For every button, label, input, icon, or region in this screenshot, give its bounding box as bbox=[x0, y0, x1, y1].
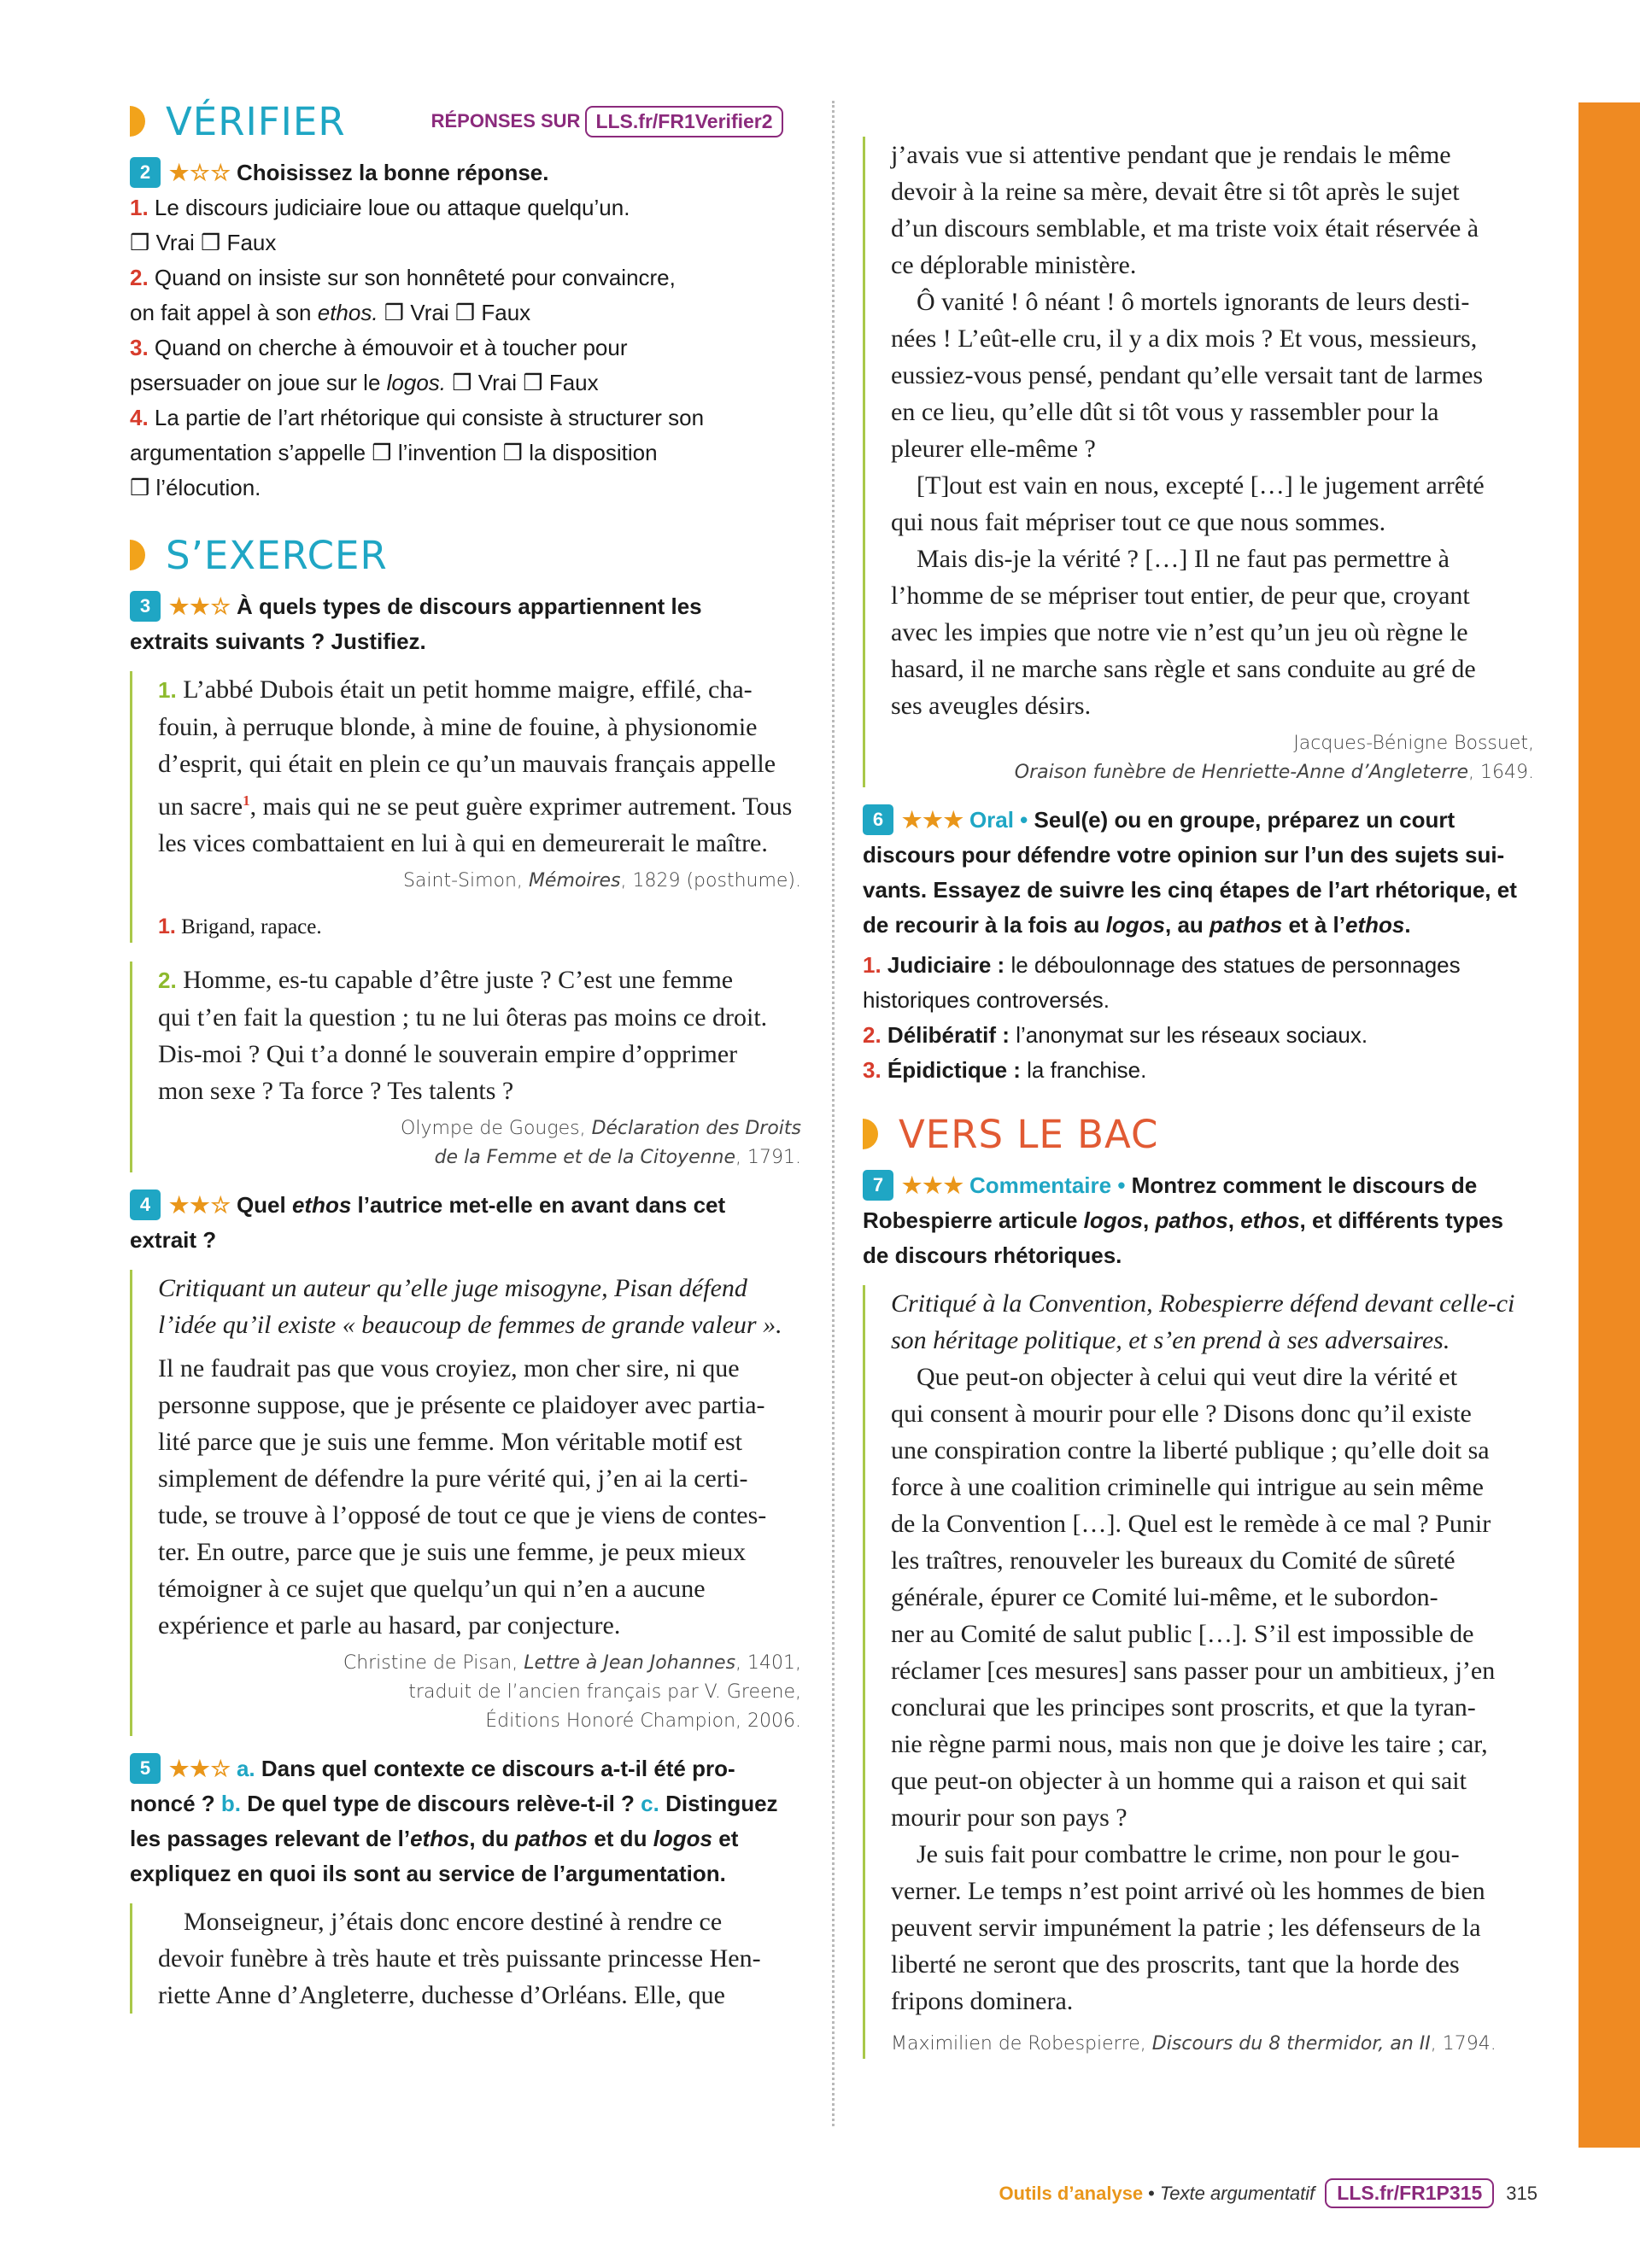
question-3 bbox=[130, 330, 801, 365]
subject-3 bbox=[863, 1053, 1534, 1088]
exercer-title: S’EXERCER bbox=[166, 532, 388, 578]
exercise-emphasis: logos bbox=[653, 1826, 713, 1851]
exercise-number-badge: 3 bbox=[130, 591, 161, 622]
page-number: 315 bbox=[1506, 2182, 1538, 2204]
section-marker-icon bbox=[863, 1119, 878, 1149]
difficulty-stars-icon: ★★★ bbox=[902, 807, 964, 833]
exercise-instruction: noncé ? bbox=[130, 1791, 215, 1816]
extract-line: avec les impies que notre vie n’est qu’un jeu où règne le bbox=[891, 618, 1468, 646]
extract-line bbox=[158, 825, 801, 862]
exercise-5-header bbox=[130, 1751, 801, 1891]
extract-line: devoir funèbre à très haute et très puissante princesse Hen- bbox=[158, 1944, 761, 1973]
source-author: Christine de Pisan, bbox=[343, 1652, 518, 1674]
exercise-2 bbox=[130, 155, 801, 506]
subject-2 bbox=[863, 1018, 1534, 1053]
difficulty-stars-icon: ★★★ bbox=[902, 1172, 964, 1198]
extract-source bbox=[158, 867, 801, 896]
extract-line: liberté ne seront que des proscrits, tant que la horde des bbox=[891, 1950, 1460, 1979]
exercise-emphasis: ethos bbox=[410, 1826, 470, 1851]
question-text: Le discours judiciaire loue ou attaque quelqu’un. bbox=[154, 195, 630, 220]
section-marker-icon bbox=[130, 540, 145, 570]
extract-line: hasard, il ne marche sans règle et sans conduite au gré de bbox=[891, 655, 1476, 683]
source-date: , 1401, bbox=[735, 1652, 801, 1674]
extract-line: une conspiration contre la liberté publique ; qu’elle doit sa bbox=[891, 1436, 1490, 1464]
extract-intro: son héritage politique, et s’en prend à ses adversaires. bbox=[891, 1326, 1450, 1354]
question-text: Quand on insiste sur son honnêteté pour convaincre, bbox=[154, 265, 676, 290]
exercise-instruction: Montrez comment le discours de bbox=[1131, 1172, 1478, 1198]
question-text: on fait appel à son bbox=[130, 300, 312, 325]
exercise-instruction: , du bbox=[469, 1826, 509, 1851]
exercise-instruction: expliquez en quoi ils sont au service de l’argumentation. bbox=[130, 1861, 726, 1886]
source-author: Maximilien de Robespierre, bbox=[891, 2033, 1146, 2055]
extract-line: verner. Le temps n’est point arrivé où les hommes de bien bbox=[891, 1877, 1485, 1905]
exercise-number-badge: 5 bbox=[130, 1753, 161, 1784]
left-column bbox=[130, 96, 801, 2014]
source-title: Lettre à Jean Johannes bbox=[524, 1652, 736, 1674]
extract-text: mon sexe ? Ta force ? Tes talents ? bbox=[158, 1077, 514, 1105]
extract-line: Je suis fait pour combattre le crime, non pour le gou- bbox=[917, 1840, 1460, 1868]
footnote-number: 1. bbox=[158, 915, 176, 938]
question-emphasis: logos. bbox=[386, 370, 447, 395]
extract-olympe-de-gouges bbox=[130, 962, 801, 1172]
exercise-emphasis: ethos bbox=[1240, 1207, 1300, 1233]
exercise-number-badge: 4 bbox=[130, 1190, 161, 1220]
exercise-instruction: Seul(e) ou en groupe, préparez un court bbox=[1034, 807, 1456, 833]
exercise-5 bbox=[130, 1751, 801, 2014]
exercise-number-badge: 6 bbox=[863, 804, 893, 835]
question-2-line2 bbox=[130, 295, 801, 330]
footer-separator: • bbox=[1148, 2182, 1155, 2204]
extract-line: mourir pour son pays ? bbox=[891, 1803, 1128, 1832]
question-4-line3[interactable] bbox=[130, 471, 801, 506]
exercise-instruction: extrait ? bbox=[130, 1227, 217, 1253]
extract-line bbox=[158, 1036, 801, 1073]
difficulty-stars-icon: ★★☆ bbox=[169, 593, 231, 619]
exercise-instruction: les passages relevant de l’ bbox=[130, 1826, 411, 1851]
source-author: Jacques-Bénigne Bossuet, bbox=[1293, 733, 1534, 754]
question-1 bbox=[130, 190, 801, 225]
exercise-instruction: . bbox=[1404, 912, 1411, 938]
question-3-line2 bbox=[130, 365, 801, 400]
section-marker-icon bbox=[130, 106, 145, 137]
question-text: psersuader on joue sur le bbox=[130, 370, 381, 395]
question-text: Quand on cherche à émouvoir et à toucher pour bbox=[154, 335, 628, 360]
exercise-7-header bbox=[863, 1168, 1534, 1273]
question-text: La partie de l’art rhétorique qui consiste à structurer son bbox=[154, 405, 705, 430]
extract-line: générale, épurer ce Comité lui-même, et le subordon- bbox=[891, 1583, 1438, 1611]
question-number: 2. bbox=[130, 265, 149, 290]
checkbox-options[interactable]: argumentation s’appelle ❒ l’invention ❒ la disposition bbox=[130, 440, 658, 465]
exercise-instruction: de recourir à la fois au bbox=[863, 912, 1100, 938]
extract-line: ce déplorable ministère. bbox=[891, 251, 1137, 279]
question-number: 3. bbox=[130, 335, 149, 360]
exercise-emphasis: ethos bbox=[291, 1192, 352, 1218]
difficulty-stars-icon: ★☆☆ bbox=[169, 160, 231, 185]
source-author: Saint-Simon, bbox=[402, 870, 523, 891]
question-1-options[interactable] bbox=[130, 225, 801, 260]
checkbox-options[interactable]: ❒ Vrai ❒ Faux bbox=[452, 370, 599, 395]
answers-reference bbox=[431, 106, 783, 137]
source-title: Déclaration des Droits bbox=[591, 1118, 801, 1139]
extract-line: que peut-on objecter à un homme qui a raison et qui sait bbox=[891, 1767, 1467, 1795]
exercise-type-label: Commentaire • bbox=[969, 1172, 1126, 1198]
exercise-instruction: vants. Essayez de suivre les cinq étapes de l’art rhétorique, et bbox=[863, 877, 1517, 903]
extract-line: nées ! L’eût-elle cru, il y a dix mois ? Et vous, messieurs, bbox=[891, 324, 1478, 353]
subject-text: la franchise. bbox=[1027, 1057, 1147, 1083]
extract-line bbox=[158, 782, 801, 825]
extract-line: ter. En outre, parce que je suis une femme, je peux mieux bbox=[158, 1538, 747, 1566]
subject-1 bbox=[863, 948, 1534, 1018]
verifier-title: VÉRIFIER bbox=[166, 98, 346, 144]
subject-text: l’anonymat sur les réseaux sociaux. bbox=[1016, 1022, 1368, 1048]
exercise-instruction: , et différents types bbox=[1299, 1207, 1503, 1233]
sub-question-letter: c. bbox=[641, 1791, 659, 1816]
question-4 bbox=[130, 400, 801, 435]
extract-text: les vices combattaient en lui à qui en demeurerait le maître. bbox=[158, 829, 768, 857]
extract-text: Dis-moi ? Qui t’a donné le souverain empire d’opprimer bbox=[158, 1040, 738, 1068]
column-separator bbox=[832, 101, 835, 2126]
extract-line: Il ne faudrait pas que vous croyiez, mon cher sire, ni que bbox=[158, 1354, 740, 1382]
exercise-emphasis: logos bbox=[1083, 1207, 1144, 1233]
extract-saint-simon bbox=[130, 671, 801, 943]
right-column bbox=[863, 137, 1534, 2059]
extract-text: d’esprit, qui était en plein ce qu’un mauvais français appelle bbox=[158, 750, 776, 778]
source-publisher: Éditions Honoré Champion, 2006. bbox=[485, 1710, 801, 1732]
extract-text: qui t’en fait la question ; tu ne lui ôteras pas moins ce droit. bbox=[158, 1003, 768, 1032]
exercise-4 bbox=[130, 1188, 801, 1736]
extract-line: réclamer [ces mesures] sans passer pour un ambitieux, j’en bbox=[891, 1657, 1496, 1685]
sub-question-letter: a. bbox=[236, 1756, 255, 1781]
exercise-instruction: l’autrice met-elle en avant dans cet bbox=[357, 1192, 726, 1218]
extract-text: un sacre bbox=[158, 792, 243, 821]
exercise-instruction: discours pour défendre votre opinion sur l’un des sujets sui- bbox=[863, 842, 1505, 868]
extract-line: l’homme de se mépriser tout entier, de peur que, croyant bbox=[891, 582, 1470, 610]
exercise-7 bbox=[863, 1168, 1534, 2059]
extract-line: personne suppose, que je présente ce plaidoyer avec partia- bbox=[158, 1391, 765, 1419]
footer-link[interactable]: LLS.fr/FR1P315 bbox=[1325, 2178, 1494, 2208]
extract-intro: Critiquant un auteur qu’elle juge misogyne, Pisan défend bbox=[158, 1274, 747, 1302]
extract-bossuet-part2 bbox=[863, 137, 1534, 787]
exercise-instruction: Distinguez bbox=[665, 1791, 778, 1816]
extract-line: pleurer elle-même ? bbox=[891, 435, 1096, 463]
extract-source bbox=[891, 2030, 1534, 2059]
exercise-2-header bbox=[130, 155, 801, 190]
extract-line: lité parce que je suis une femme. Mon véritable motif est bbox=[158, 1428, 742, 1456]
subject-number: 2. bbox=[863, 1022, 882, 1048]
extract-line: j’avais vue si attentive pendant que je rendais le même bbox=[891, 141, 1451, 169]
source-title: Oraison funèbre de Henriette-Anne d’Angleterre bbox=[1014, 762, 1469, 783]
extract-line bbox=[158, 999, 801, 1036]
source-author: Olympe de Gouges, bbox=[401, 1118, 586, 1139]
extract-text: L’abbé Dubois était un petit homme maigre, effilé, cha- bbox=[183, 675, 753, 704]
exercise-6-header bbox=[863, 803, 1534, 943]
checkbox-options[interactable]: ❒ l’élocution. bbox=[130, 475, 261, 500]
difficulty-stars-icon: ★★☆ bbox=[169, 1756, 231, 1781]
exercise-instruction: De quel type de discours relève-t-il ? bbox=[247, 1791, 635, 1816]
answers-label: RÉPONSES SUR bbox=[430, 110, 581, 132]
extract-number: 1. bbox=[158, 677, 177, 703]
footnote-marker: 1 bbox=[243, 792, 250, 809]
exercise-emphasis: logos bbox=[1105, 912, 1166, 938]
subject-text: le déboulonnage des statues de personnages bbox=[1010, 952, 1461, 978]
page-edge-tab bbox=[1578, 102, 1640, 2148]
question-emphasis: ethos. bbox=[317, 300, 378, 325]
footer-section: Outils d’analyse bbox=[999, 2182, 1144, 2204]
extract-line: les traîtres, renouveler les bureaux du Comité de sûreté bbox=[891, 1546, 1456, 1575]
source-title: de la Femme et de la Citoyenne bbox=[434, 1147, 736, 1168]
exercise-number-badge: 2 bbox=[130, 157, 161, 188]
extract-intro: l’idée qu’il existe « beaucoup de femmes de grande valeur ». bbox=[158, 1311, 782, 1339]
extract-line: ner au Comité de salut public […]. S’il est impossible de bbox=[891, 1620, 1474, 1648]
source-date: , 1649. bbox=[1468, 762, 1534, 783]
extract-line: en ce lieu, qu’elle dût si tôt vous y rassembler pour la bbox=[891, 398, 1439, 426]
extract-line: qui consent à mourir pour elle ? Disons donc qu’il existe bbox=[891, 1400, 1472, 1428]
footer-topic: Texte argumentatif bbox=[1159, 2182, 1315, 2204]
extract-intro: Critiqué à la Convention, Robespierre défend devant celle-ci bbox=[891, 1289, 1515, 1318]
subject-number: 1. bbox=[863, 952, 882, 978]
source-date: , 1829 (posthume). bbox=[620, 870, 801, 891]
difficulty-stars-icon: ★★☆ bbox=[169, 1192, 231, 1218]
extract-line: d’un discours semblable, et ma triste voix était réservée à bbox=[891, 214, 1479, 243]
bac-title: VERS LE BAC bbox=[899, 1111, 1159, 1157]
extract-line: conclurai que les principes sont proscrits, et que la tyran- bbox=[891, 1693, 1476, 1721]
exercise-4-header bbox=[130, 1188, 801, 1258]
checkbox-options[interactable]: ❒ Vrai ❒ Faux bbox=[130, 230, 277, 255]
extract-line: Mais dis-je la vérité ? […] Il ne faut pas permettre à bbox=[917, 545, 1450, 573]
source-title: Mémoires bbox=[528, 870, 621, 891]
page-footer bbox=[922, 2178, 1538, 2208]
subject-number: 3. bbox=[863, 1057, 882, 1083]
footnote bbox=[158, 911, 801, 943]
subject-label: Épidictique : bbox=[887, 1057, 1021, 1083]
exercise-instruction: Dans quel contexte ce discours a-t-il été pro- bbox=[261, 1756, 735, 1781]
exercise-emphasis: pathos bbox=[514, 1826, 589, 1851]
question-2 bbox=[130, 260, 801, 295]
exercise-instruction: et du bbox=[594, 1826, 647, 1851]
exercise-instruction: , bbox=[1227, 1207, 1234, 1233]
extract-line: fripons dominera. bbox=[891, 1987, 1074, 2015]
extract-line: [T]out est vain en nous, excepté […] le jugement arrêté bbox=[917, 471, 1485, 500]
exercise-instruction: Choisissez la bonne réponse. bbox=[236, 160, 549, 185]
extract-line: nie règne parmi nous, mais non que je doive les taire ; car, bbox=[891, 1730, 1488, 1758]
extract-line: simplement de défendre la pure vérité qui, j’en ai la certi- bbox=[158, 1464, 748, 1493]
question-number: 1. bbox=[130, 195, 149, 220]
extract-number: 2. bbox=[158, 967, 177, 993]
extract-line: ses aveugles désirs. bbox=[891, 692, 1092, 720]
extract-text: , mais qui ne se peut guère exprimer autrement. Tous bbox=[249, 792, 793, 821]
extract-line: de la Convention […]. Quel est le remède à ce mal ? Punir bbox=[891, 1510, 1491, 1538]
source-title: Discours du 8 thermidor, an II bbox=[1151, 2033, 1431, 2055]
exercise-emphasis: pathos bbox=[1210, 912, 1283, 938]
exercise-instruction: À quels types de discours appartiennent les bbox=[236, 593, 702, 619]
verifier-heading bbox=[130, 96, 801, 147]
answers-link[interactable]: LLS.fr/FR1Verifier2 bbox=[585, 106, 782, 137]
exercer-heading bbox=[130, 529, 801, 581]
extract-line bbox=[158, 671, 801, 709]
exercise-instruction: Quel bbox=[236, 1192, 286, 1218]
subject-label: Délibératif : bbox=[887, 1022, 1010, 1048]
extract-line: témoigner à ce sujet que quelqu’un qui n’en a aucune bbox=[158, 1575, 706, 1603]
extract-line bbox=[158, 1073, 801, 1109]
extract-source bbox=[158, 1649, 801, 1736]
extract-line: qui nous fait mépriser tout ce que nous sommes. bbox=[891, 508, 1386, 536]
exercise-number-badge: 7 bbox=[863, 1170, 893, 1201]
exercise-instruction: extraits suivants ? Justifiez. bbox=[130, 628, 426, 654]
extract-line: peuvent servir impunément la patrie ; les défenseurs de la bbox=[891, 1914, 1481, 1942]
extract-line bbox=[158, 745, 801, 782]
exercise-instruction: , bbox=[1143, 1207, 1150, 1233]
extract-bossuet-part1 bbox=[130, 1903, 801, 2014]
extract-source bbox=[891, 729, 1534, 787]
extract-line: Monseigneur, j’étais donc encore destiné à rendre ce bbox=[184, 1908, 723, 1936]
exercise-emphasis: ethos bbox=[1345, 912, 1405, 938]
question-4-line2[interactable] bbox=[130, 435, 801, 471]
extract-line: Ô vanité ! ô néant ! ô mortels ignorants de leurs desti- bbox=[917, 288, 1470, 316]
extract-text: Homme, es-tu capable d’être juste ? C’est une femme bbox=[183, 966, 734, 994]
exercise-instruction: et à l’ bbox=[1288, 912, 1345, 938]
exercise-3 bbox=[130, 589, 801, 1172]
extract-line: eussiez-vous pensé, pendant qu’elle versait tant de larmes bbox=[891, 361, 1484, 389]
extract-line bbox=[158, 709, 801, 745]
checkbox-options[interactable]: ❒ Vrai ❒ Faux bbox=[384, 300, 531, 325]
source-date: , 1794. bbox=[1430, 2033, 1496, 2055]
footnote-text: Brigand, rapace. bbox=[181, 915, 322, 938]
source-date: , 1791. bbox=[735, 1147, 801, 1168]
exercise-instruction: et bbox=[718, 1826, 739, 1851]
exercise-type-label: Oral • bbox=[969, 807, 1028, 833]
source-translation: traduit de l’ancien français par V. Greene, bbox=[408, 1681, 801, 1703]
subject-label: Judiciaire : bbox=[887, 952, 1005, 978]
extract-line: expérience et parle au hasard, par conjecture. bbox=[158, 1611, 621, 1640]
question-number: 4. bbox=[130, 405, 149, 430]
extract-line: devoir à la reine sa mère, devait être si tôt après le sujet bbox=[891, 178, 1460, 206]
exercise-instruction: Robespierre articule bbox=[863, 1207, 1078, 1233]
extract-line bbox=[158, 962, 801, 999]
exercise-6 bbox=[863, 803, 1534, 1088]
subject-text: historiques controversés. bbox=[863, 987, 1110, 1013]
exercise-emphasis: pathos bbox=[1155, 1207, 1228, 1233]
extract-source bbox=[158, 1114, 801, 1172]
extract-line: force à une coalition criminelle qui intrigue au sein même bbox=[891, 1473, 1484, 1501]
sub-question-letter: b. bbox=[220, 1791, 242, 1816]
bac-heading bbox=[863, 1108, 1534, 1160]
extract-line: riette Anne d’Angleterre, duchesse d’Orléans. Elle, que bbox=[158, 1981, 725, 2009]
exercise-3-header bbox=[130, 589, 801, 659]
extract-text: fouin, à perruque blonde, à mine de fouine, à physionomie bbox=[158, 713, 758, 741]
extract-line: Que peut-on objecter à celui qui veut dire la vérité et bbox=[917, 1363, 1458, 1391]
extract-line: tude, se trouve à l’opposé de tout ce que je viens de contes- bbox=[158, 1501, 767, 1529]
extract-pisan bbox=[130, 1270, 801, 1736]
extract-robespierre bbox=[863, 1285, 1534, 2059]
exercise-instruction: , au bbox=[1165, 912, 1204, 938]
exercise-instruction: de discours rhétoriques. bbox=[863, 1242, 1122, 1268]
